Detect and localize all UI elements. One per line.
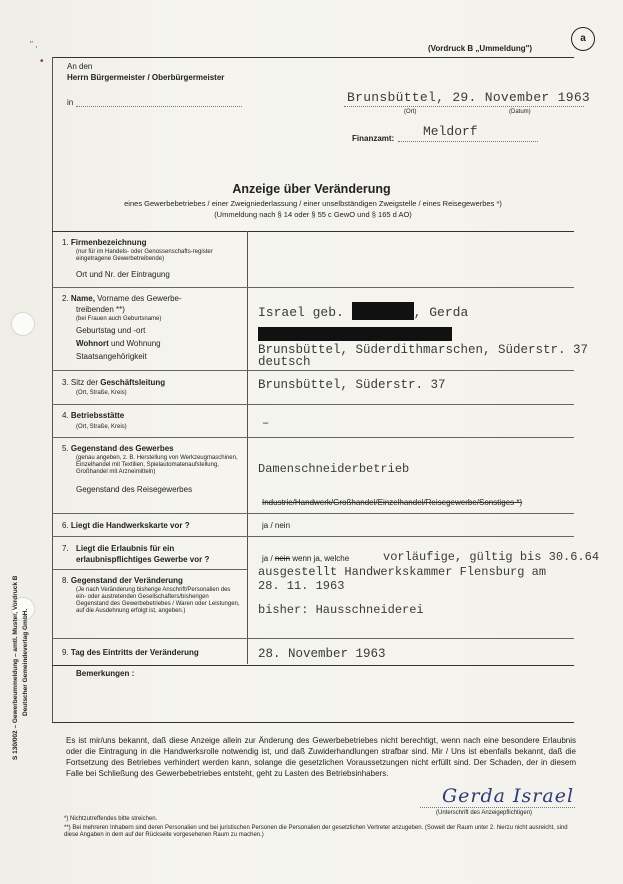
table-divider <box>247 231 248 664</box>
tax-office-value: Meldorf <box>423 124 478 139</box>
row-2-line4 <box>76 338 161 349</box>
row-border-5 <box>52 513 574 514</box>
row-1-head: Firmenbezeichnung <box>70 238 147 247</box>
row-8-value: bisher: Hausschneiderei <box>258 603 424 617</box>
row-2-line2: treibenden **) <box>76 305 125 314</box>
row-5-num: 5. <box>62 444 69 453</box>
row-7-typed-3: 28. 11. 1963 <box>258 579 345 593</box>
row-7-num: 7. <box>62 544 69 553</box>
row-2-note: (bei Frauen auch Geburtsname) <box>76 316 162 322</box>
corner-marks: " , <box>30 40 38 49</box>
row-5-head: Gegenstand des Gewerbes <box>70 444 174 453</box>
row-7-typed-1: vorläufige, gültig bis 30.6.64 <box>383 550 600 564</box>
row-3-head: Sitz der <box>70 378 99 387</box>
row-4-num: 4. <box>62 411 69 420</box>
declaration-text: Es ist mir/uns bekannt, daß diese Anzeige allein zur Änderung des Gewerbebetriebes nicht berechtigt, wenn nach eine besondere Erlaubnis oder die Eintragung in die Handwerksrolle notwendig ist, und daß Zuwiderhandlungen strafbar sind. Mir / Uns ist ebenfalls bekannt, daß die Fortsetzung des Betriebes verhindert werden kann, solange die gesetzlichen Voraussetzungen nicht erfüllt sind. Der Schaden, der in diesem Falle bei Schließung des Gewerbebetriebes entsteht, geht zu Lasten des Betriebsinhabers. <box>66 736 576 778</box>
footnote-1: *) Nichtzutreffendes bitte streichen. <box>64 816 158 822</box>
row-7-value-pre: ja / <box>262 554 273 563</box>
row-2-line4b: und Wohnung <box>108 339 161 348</box>
row-5-label <box>62 443 174 454</box>
row-border-2 <box>52 370 574 371</box>
row-2-address: Brunsbüttel, Süderdithmarschen, Süderstr. 37 <box>258 343 589 357</box>
row-2-line4a: Wohnort <box>76 339 109 348</box>
side-text-right: Deutscher Gemeindeverlag GmbH. <box>22 608 29 716</box>
redaction-birthname <box>352 302 414 320</box>
row-3-label <box>62 377 165 388</box>
row-3-value: Brunsbüttel, Süderstr. 37 <box>258 378 446 392</box>
row-5-value: Damenschneiderbetrieb <box>258 462 410 476</box>
row-2-head: Name, <box>70 294 95 303</box>
row-6-value: ja / nein <box>262 521 291 530</box>
row-8-note: (Je nach Veränderung bisherige Anschrift/Personalien des ein- oder austretenden Gesellschafters/bisherigen Gegenstand des Gewerbebetriebes / Waren oder Leistungen, auf die Ausdehnung erfolgt ist, angeben.) <box>76 587 240 614</box>
row-border-1 <box>52 287 574 288</box>
row-5-category: Industrie/Handwerk/Großhandel/Einzelhandel/Reisegewerbe/Sonstiges *) <box>262 498 523 507</box>
row-7-value <box>262 553 349 564</box>
header-rule <box>52 57 574 58</box>
row-3-head2: Geschäftsleitung <box>98 378 166 387</box>
row-6-label <box>62 520 190 531</box>
recipient-in-label: in <box>67 98 74 107</box>
form-type: (Vordruck B „Ummeldung") <box>428 44 533 53</box>
row-1-note: (nur für im Handels- oder Genossenschafts-register eingetragene Gewerbetreibende) <box>76 249 213 262</box>
signature-script: Gerda Israel <box>442 785 575 807</box>
row-2-nationality: deutsch <box>258 355 311 369</box>
row-2-line1: Vorname des Gewerbe- <box>94 294 182 303</box>
row-border-3 <box>52 404 574 405</box>
row-9-num: 9. <box>62 648 69 657</box>
row-2-num: 2. <box>62 294 69 303</box>
row-1-num: 1. <box>62 238 69 247</box>
recipient-to: An den <box>67 62 93 71</box>
row-border-8 <box>52 638 574 639</box>
form-title: Anzeige über Veränderung <box>232 182 391 196</box>
date-label: (Datum) <box>509 109 531 115</box>
row-3-note: (Ort, Straße, Kreis) <box>76 390 127 396</box>
row-4-head: Betriebsstätte <box>70 411 125 420</box>
row-8-label <box>62 575 183 586</box>
footnote-2: **) Bei mehreren Inhabern sind deren Personalien und bei juristischen Personen die Personalien der gesetzlichen Vertreter anzugeben. (Soweit der Raum unter 2. hierzu nicht ausreicht, sind diese Angaben in dem auf der Rückseite vorgesehenen Raum zu machen.) <box>64 825 568 838</box>
form-letter: a <box>580 33 586 44</box>
row-9-head: Tag des Eintritts der Veränderung <box>70 648 199 657</box>
recipient-authority: Herrn Bürgermeister / Oberbürgermeister <box>67 73 225 82</box>
row-1-tail: Ort und Nr. der Eintragung <box>76 270 170 279</box>
row-2-label <box>62 293 242 304</box>
row-3-num: 3. <box>62 378 69 387</box>
row-7-head: Liegt die Erlaubnis für ein erlaubnispflichtiges Gewerbe vor ? <box>76 544 210 564</box>
row-border-4 <box>52 437 574 438</box>
row-7-value-post: wenn ja, welche <box>290 554 350 563</box>
signature-line <box>420 807 575 808</box>
row-1-label <box>62 237 242 248</box>
row-2-name-pre: Israel geb. <box>258 305 344 320</box>
row-2-line5: Staatsangehörigkeit <box>76 352 147 361</box>
row-7-value-strike: nein <box>274 554 291 563</box>
row-9-value: 28. November 1963 <box>258 647 386 661</box>
form-subtitle-2: (Ummeldung nach § 14 oder § 55 c GewO und § 165 d AO) <box>214 210 412 219</box>
row-4-label <box>62 410 124 421</box>
place-label: (Ort) <box>404 109 417 115</box>
punch-hole-top <box>11 312 35 336</box>
form-subtitle-1: eines Gewerbebetriebes / einer Zweigniederlassung / einer unselbständigen Zweigstelle / eines Reisegewerbes *) <box>124 199 502 208</box>
row-6-num: 6. <box>62 521 69 530</box>
remarks-bottom-rule <box>52 722 574 723</box>
row-5-tail: Gegenstand des Reisegewerbes <box>76 485 193 494</box>
row-2-name-post: , Gerda <box>413 305 469 320</box>
place-date-value: Brunsbüttel, 29. November 1963 <box>347 90 591 105</box>
recipient-in-line <box>76 106 242 107</box>
row-4-value: – <box>262 416 270 430</box>
tax-office-label: Finanzamt: <box>352 134 395 143</box>
tax-office-line <box>398 141 538 142</box>
redaction-birthdate <box>258 327 452 341</box>
remarks-label: Bemerkungen : <box>76 669 135 678</box>
row-6-head: Liegt die Handwerkskarte vor ? <box>70 521 190 530</box>
place-date-line <box>344 106 584 107</box>
row-2-line3: Geburtstag und -ort <box>76 326 146 335</box>
row-8-head: Gegenstand der Veränderung <box>70 576 183 585</box>
side-text-left: S 130/002 – Gewerbeummeldung – amtl. Muster, Vordruck B <box>12 575 19 760</box>
row-8-num: 8. <box>62 576 69 585</box>
row-border-6 <box>52 536 574 537</box>
corner-dot: • <box>40 56 44 67</box>
form-letter-circle <box>571 27 595 51</box>
row-7-typed-2: ausgestellt Handwerkskammer Flensburg am <box>258 565 547 579</box>
row-4-note: (Ort, Straße, Kreis) <box>76 424 127 430</box>
row-2-name <box>258 302 468 320</box>
row-border-7 <box>52 569 247 570</box>
signature-label: (Unterschrift des Anzeigepflichtigen) <box>436 810 533 816</box>
row-9-label <box>62 647 199 658</box>
row-5-note: (genau angeben, z. B. Herstellung von Werkzeugmaschinen, Einzelhandel mit Textilien, Spielautomatenaufstellung, Großhandel mit Arzneimitteln) <box>76 455 238 475</box>
